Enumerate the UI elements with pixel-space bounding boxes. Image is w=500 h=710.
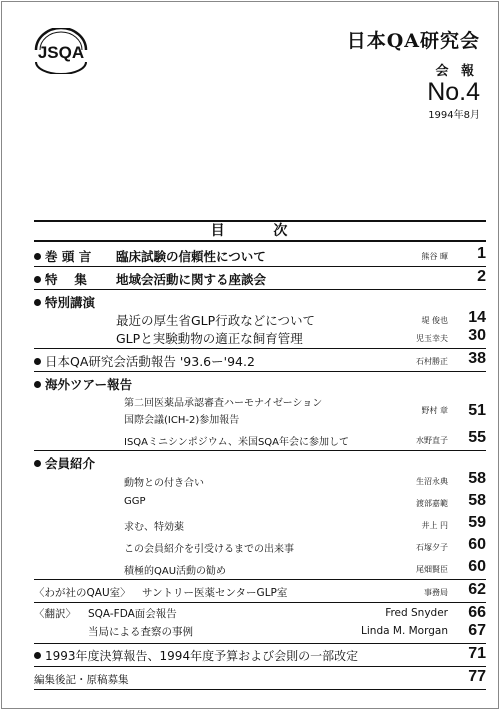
toc-row xyxy=(34,580,486,603)
toc-section-header xyxy=(34,290,486,308)
toc-entry-title: 日本QA研究会活動報告 '93.6ー'94.2 xyxy=(45,354,255,369)
toc-entry-title-line2: 国際会議(ICH-2)参加報告 xyxy=(124,415,240,426)
toc-row xyxy=(34,244,486,267)
toc-author: 井上 円 xyxy=(421,521,448,530)
toc-page: 59 xyxy=(468,514,486,531)
toc-label: 〈翻訳〉 xyxy=(34,608,76,620)
toc-page: 60 xyxy=(468,536,486,553)
toc-entry-title: GLPと実験動物の適正な飼育管理 xyxy=(116,331,303,346)
toc-author: 野村 章 xyxy=(421,406,448,415)
toc-row xyxy=(34,644,486,667)
toc-label: 会員紹介 xyxy=(45,456,96,471)
toc-entry-title: この会員紹介を引受けるまでの出来事 xyxy=(124,544,294,555)
toc-entry-title: ISQAミニシンポジウム、米国SQA年会に参加して xyxy=(124,437,350,448)
toc-page: 55 xyxy=(468,429,486,446)
toc-page: 1 xyxy=(477,245,486,262)
bullet-icon xyxy=(34,299,41,306)
toc-page: 51 xyxy=(468,402,486,419)
toc-title: 目 次 xyxy=(34,220,486,242)
toc-page: 77 xyxy=(468,668,486,685)
svg-text:JSQA: JSQA xyxy=(37,43,85,62)
toc-row xyxy=(34,557,486,580)
toc-author: 堤 俊也 xyxy=(421,316,448,325)
toc-author: 事務局 xyxy=(424,588,448,597)
toc-author: 水野直子 xyxy=(416,436,448,445)
toc-row xyxy=(34,267,486,290)
publication-label: 会 報 xyxy=(435,64,478,79)
toc-author: Linda M. Morgan xyxy=(361,625,448,637)
toc-row-group xyxy=(34,308,486,349)
toc-entry-title: 1993年度決算報告、1994年度予算および会則の一部改定 xyxy=(45,649,359,663)
bullet-icon xyxy=(34,652,41,659)
toc-page: 58 xyxy=(468,470,486,487)
bullet-icon xyxy=(34,358,41,365)
issue-number: No.4 xyxy=(427,78,480,106)
toc-author: Fred Snyder xyxy=(385,607,448,619)
toc-author: 熊谷 暉 xyxy=(421,252,448,261)
toc-page: 62 xyxy=(468,581,486,598)
bullet-icon xyxy=(34,381,41,388)
toc-row xyxy=(34,491,486,513)
toc-author: 尾畑賢臣 xyxy=(416,565,448,574)
toc-entry-title: 地域会活動に関する座談会 xyxy=(116,272,267,287)
toc-page: 14 xyxy=(468,309,486,326)
toc-page: 30 xyxy=(468,327,486,344)
toc-page: 58 xyxy=(468,492,486,509)
toc-entry-title: 臨床試験の信頼性について xyxy=(116,249,266,264)
toc-row xyxy=(34,535,486,557)
toc-entry-title-line2: 当局による査察の事例 xyxy=(88,626,193,638)
toc-row xyxy=(34,349,486,372)
toc-row xyxy=(34,390,486,428)
toc-author: 生沼永典 xyxy=(416,477,448,486)
toc-page: 60 xyxy=(468,558,486,575)
table-of-contents xyxy=(34,220,486,690)
toc-label: 海外ツアー報告 xyxy=(45,377,133,392)
toc-author: 石村勝正 xyxy=(416,357,448,366)
toc-entry-title: サントリー医薬センターGLP室 xyxy=(142,587,288,599)
issue-date: 1994年8月 xyxy=(428,110,480,121)
jsqa-logo xyxy=(30,28,92,74)
toc-page: 71 xyxy=(468,645,486,662)
toc-section-header xyxy=(34,372,486,390)
toc-page: 67 xyxy=(468,622,486,639)
toc-row xyxy=(34,667,486,690)
toc-label: 〈わが社のQAU室〉 xyxy=(34,587,131,599)
toc-entry-title-line1: 第二回医薬品承認審査ハーモナイゼーション xyxy=(124,398,323,409)
toc-author: 渡部嘉範 xyxy=(416,499,448,508)
bullet-icon xyxy=(34,460,41,467)
toc-entry-title: 動物との付き合い xyxy=(124,478,204,489)
toc-label: 特別講演 xyxy=(45,295,96,310)
toc-row xyxy=(34,428,486,451)
bullet-icon xyxy=(34,276,41,283)
toc-page: 38 xyxy=(468,350,486,367)
bullet-icon xyxy=(34,253,41,260)
toc-entry-title: GGP xyxy=(124,496,146,507)
toc-section-header xyxy=(34,451,486,469)
organization-name: 日本QA研究会 xyxy=(346,30,480,52)
toc-row-group xyxy=(34,603,486,644)
toc-entry-title: 求む、特効薬 xyxy=(124,522,184,533)
toc-page: 2 xyxy=(477,268,486,285)
toc-row xyxy=(34,469,486,491)
toc-author: 児玉幸夫 xyxy=(416,334,448,343)
toc-entry-title-line1: SQA-FDA面会報告 xyxy=(88,608,177,620)
toc-label: 巻 頭 言 xyxy=(45,249,92,264)
toc-entry-title: 積極的QAU活動の勧め xyxy=(124,566,227,577)
toc-author: 石塚夕子 xyxy=(416,543,448,552)
toc-entry-title: 最近の厚生省GLP行政などについて xyxy=(116,313,315,328)
toc-entry-title: 編集後記・原稿募集 xyxy=(34,674,129,686)
toc-row xyxy=(34,513,486,535)
toc-label: 特 集 xyxy=(45,272,87,287)
toc-page: 66 xyxy=(468,604,486,621)
